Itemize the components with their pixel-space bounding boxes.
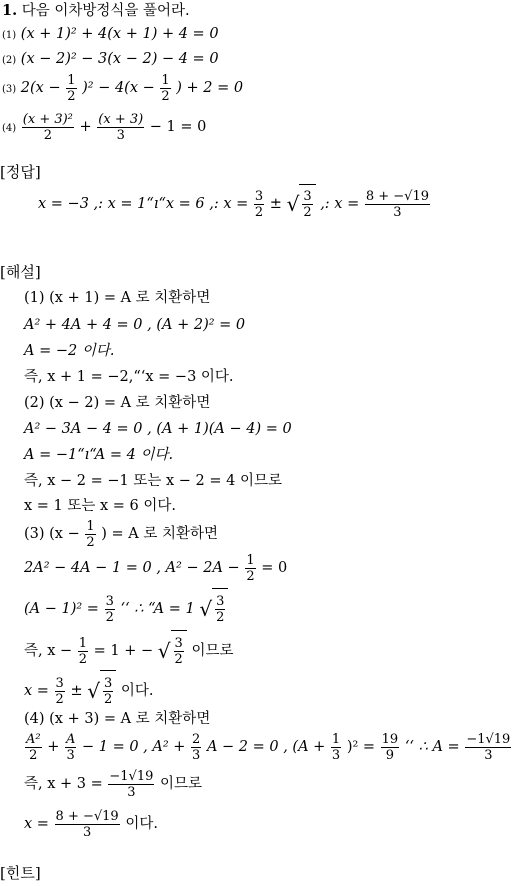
fraction: $\frac{3}{2}$ (303, 188, 312, 220)
problem-title: 다음 이차방정식을 풀어라. (21, 3, 190, 19)
answer-line (38, 184, 431, 223)
item-label: (1) (2, 30, 17, 41)
expr-part: 즉, x + 3 = (24, 776, 103, 792)
fraction: $\frac{3}{2}$ (254, 188, 264, 220)
step-1b: A² + 4A + 4 = 0 , (A + 2)² = 0 (24, 317, 246, 333)
answer-part: ,: x = (320, 196, 360, 212)
item-label: (2) (2, 55, 17, 66)
step-3a (24, 516, 218, 552)
expr-part: )² = (346, 739, 376, 755)
fraction: $\frac{-1√19}{3}$ (466, 731, 511, 763)
expr-part: A − 2 = 0 , (A + (206, 739, 326, 755)
fraction: $\frac{8 + -√19}{3}$ (55, 808, 119, 840)
step-2a: (2) (x − 2) = A 로 치환하면 (24, 395, 211, 411)
fraction: $\frac{\text{A²}}{2}$ (26, 731, 41, 763)
step-3b (24, 550, 287, 586)
fraction: $\frac{1}{2}$ (78, 635, 88, 667)
step-2b: A² − 3A − 4 = 0 , (A + 1)(A − 4) = 0 (24, 421, 292, 437)
step-4d (24, 804, 158, 844)
expr-part: − 1 = 0 , A² + (81, 739, 186, 755)
expr-part: 2(x − (20, 80, 61, 96)
step-4a: (4) (x + 3) = A 로 치환하면 (24, 711, 211, 727)
radical-sign: √ (286, 192, 300, 216)
expr-part: = 0 (261, 560, 288, 576)
fraction: $\frac{8 + -√19}{3}$ (365, 188, 430, 220)
fraction: $\frac{1}{2}$ (161, 72, 170, 104)
step-2d: 즉, x − 2 = −1 또는 x − 2 = 4 이므로 (24, 473, 282, 489)
expr-part: 이다. (120, 683, 154, 699)
radical-sign: √ (199, 597, 213, 621)
expr-part: 2A² − 4A − 1 = 0 , A² − 2A − (24, 560, 240, 576)
answer-part: x = −3 ,: x = 1“ı“x = 6 ,: x = (38, 196, 249, 212)
plus-minus: ± (70, 683, 83, 699)
plus-sign: + (79, 119, 92, 135)
fraction: $\frac{3}{2}$ (55, 675, 64, 707)
radical-sign: √ (157, 639, 171, 663)
expr-part: ‘‘ ∴ “A = 1 (120, 601, 195, 617)
fraction: $\frac{1}{2}$ (86, 518, 95, 550)
expr-part: (3) (x − (24, 526, 80, 542)
plus-sign: + (47, 739, 60, 755)
plus-minus: ± (269, 196, 282, 212)
step-4c (24, 764, 202, 804)
expr-part: = 1 + − (93, 643, 154, 659)
fraction: $\frac{A}{3}$ (65, 731, 76, 763)
item-label: (4) (2, 123, 17, 134)
answer-header: [정답] (0, 163, 41, 181)
problem-item-4 (2, 108, 206, 148)
expr-part: − 1 = 0 (149, 119, 207, 135)
fraction: $\frac{3}{2}$ (105, 593, 114, 625)
item-expr: (x − 2)² − 3(x − 2) − 4 = 0 (20, 51, 219, 67)
hint-header: [힌트] (0, 864, 41, 882)
step-3c (24, 588, 228, 629)
explanation-header: [해설] (0, 263, 41, 281)
fraction: $\frac{3}{2}$ (216, 593, 225, 625)
expr-part: 즉, x − (24, 643, 73, 659)
step-2c: A = −1“ı“A = 4 이다. (24, 447, 174, 463)
fraction: $\frac{(x + 3)}{3}$ (98, 111, 144, 143)
step-1c: A = −2 이다. (24, 343, 115, 359)
fraction: $\frac{1}{2}$ (246, 552, 255, 584)
expr-part: 이다. (125, 816, 158, 832)
fraction: $\frac{1}{3}$ (331, 731, 341, 763)
step-1d: 즉, x + 1 = −2,“‘x = −3 이다. (24, 369, 234, 385)
step-3e (24, 670, 153, 711)
problem-item-2 (2, 50, 219, 70)
fraction: $\frac{19}{9}$ (381, 731, 399, 763)
problem-item-1 (2, 25, 219, 45)
expr-part: (A − 1)² = (24, 601, 99, 617)
item-expr: (x + 1)² + 4(x + 1) + 4 = 0 (20, 26, 219, 42)
fraction: $\frac{2}{3}$ (192, 731, 201, 763)
expr-part: x = (24, 816, 49, 832)
expr-part: 이므로 (191, 643, 234, 659)
step-4b (24, 727, 512, 767)
expr-part: x = (24, 683, 49, 699)
step-3d (24, 630, 233, 671)
expr-part: 이므로 (159, 776, 203, 792)
item-label: (3) (2, 84, 17, 95)
expr-part: ) = A 로 치환하면 (101, 526, 218, 542)
expr-part: )² − 4(x − (82, 80, 155, 96)
expr-part: ) + 2 = 0 (176, 80, 244, 96)
fraction: $\frac{3}{2}$ (174, 635, 183, 667)
fraction: $\frac{3}{2}$ (103, 675, 113, 707)
expr-part: ‘‘ ∴ A = (404, 739, 460, 755)
step-2e: x = 1 또는 x = 6 이다. (24, 498, 177, 514)
problem-heading (2, 2, 190, 20)
radical-sign: √ (87, 679, 100, 703)
problem-item-3 (2, 70, 243, 108)
problem-number: 1. (2, 2, 18, 19)
fraction: $\frac{1}{2}$ (67, 72, 76, 104)
step-1a: (1) (x + 1) = A 로 치환하면 (24, 290, 211, 306)
fraction: $\frac{-1√19}{3}$ (109, 768, 154, 800)
fraction: $\frac{\text{(x + 3)²}}{2}$ (22, 111, 73, 143)
